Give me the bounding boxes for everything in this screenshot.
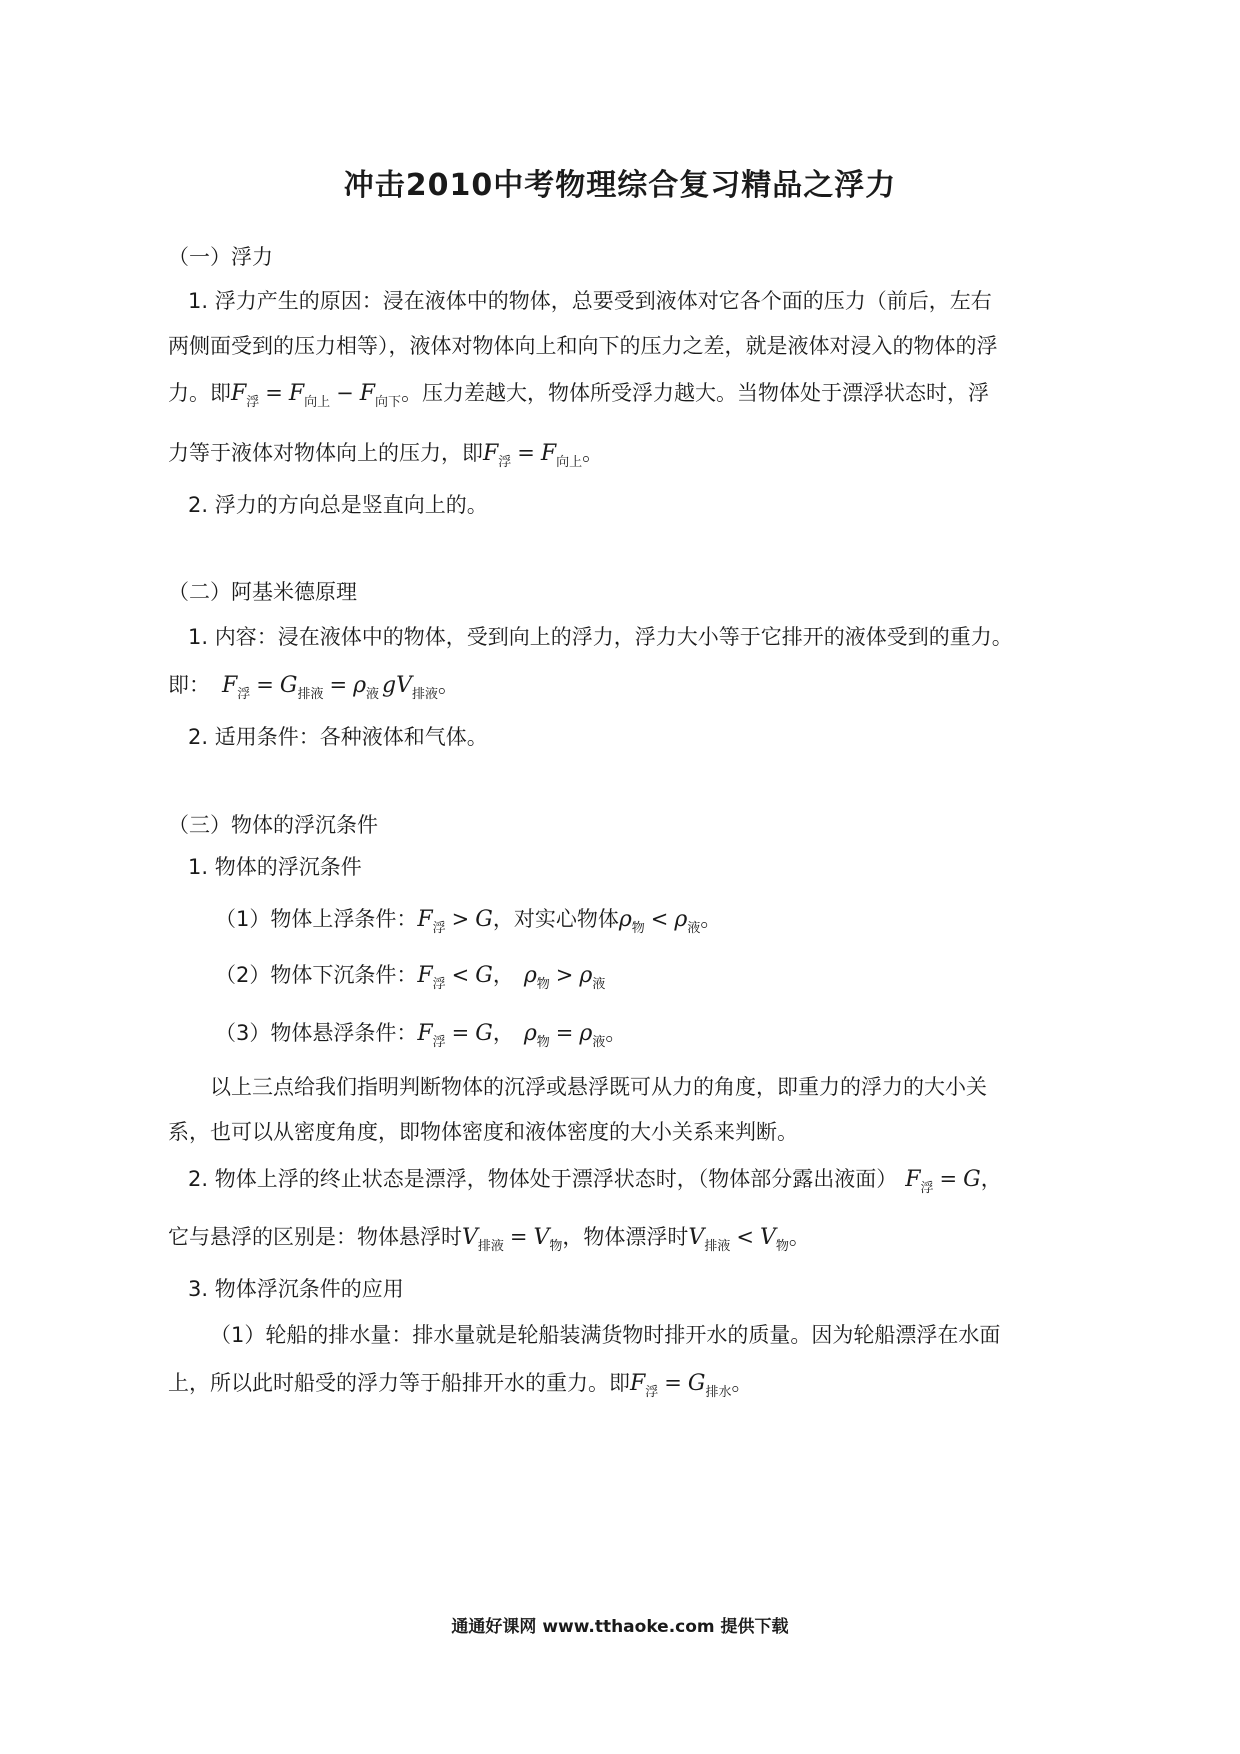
- text-span: 。: [788, 1225, 810, 1249]
- math-subscript: 物: [631, 921, 645, 936]
- math-symbol: ρ: [523, 963, 537, 988]
- formula-suspend-density: [514, 1021, 606, 1050]
- math-symbol: V: [688, 1225, 705, 1250]
- math-operator: −: [336, 381, 354, 405]
- paragraph-line: 1. 内容：浸在液体中的物体，受到向上的浮力，浮力大小等于它排开的液体受到的重力。: [188, 625, 1013, 649]
- paragraph-line: 1. 浮力产生的原因：浸在液体中的物体，总要受到液体对它各个面的压力（前后，左右: [188, 289, 992, 313]
- math-operator: =: [509, 1225, 528, 1249]
- math-symbol: F: [417, 963, 433, 988]
- math-symbol: F: [359, 381, 376, 406]
- formula-buoyancy-pressure-difference: [231, 381, 402, 410]
- formula-archimedes: [210, 673, 439, 702]
- math-symbol: ρ: [353, 673, 367, 698]
- formula-floating-upward-pressure: [483, 441, 583, 470]
- text-span: ，物体漂浮时: [562, 1225, 689, 1249]
- text-span: 。压力差越大，物体所受浮力越大。当物体处于漂浮状态时，浮: [401, 381, 990, 405]
- condition-suspend: [215, 1018, 626, 1058]
- page-title: 冲击2010中考物理综合复习精品之浮力: [343, 168, 897, 203]
- math-subscript: 浮: [920, 1181, 934, 1196]
- text-span: 2. 物体上浮的终止状态是漂浮，物体处于漂浮状态时，（物体部分露出液面）: [188, 1167, 898, 1191]
- math-subscript: 浮: [237, 687, 251, 702]
- math-symbol: F: [417, 1021, 433, 1046]
- paragraph-line: [168, 378, 989, 418]
- math-subscript: 向下: [375, 395, 402, 410]
- condition-rise: [215, 904, 721, 944]
- paragraph-line: [168, 1368, 752, 1408]
- math-symbol: ρ: [579, 1021, 593, 1046]
- text-span: 。: [700, 907, 722, 931]
- math-subscript: 排液: [297, 687, 324, 702]
- math-symbol: V: [462, 1225, 478, 1250]
- math-symbol: F: [483, 441, 499, 466]
- math-operator: =: [329, 673, 348, 697]
- page-footer: 通通好课网 www.tthaoke.com 提供下载: [451, 1617, 789, 1637]
- text-span: 。: [438, 673, 460, 697]
- math-operator: >: [451, 907, 470, 931]
- text-span: ，对实心物体: [492, 907, 619, 931]
- math-subscript: 液: [592, 1035, 606, 1050]
- math-subscript: 浮: [432, 977, 446, 992]
- math-symbol: V: [759, 1225, 776, 1250]
- math-operator: =: [451, 1021, 470, 1045]
- math-symbol: F: [288, 381, 305, 406]
- paragraph-line: （1）轮船的排水量：排水量就是轮船装满货物时排开水的质量。因为轮船漂浮在水面: [210, 1323, 1001, 1347]
- math-symbol: F: [540, 441, 557, 466]
- math-symbol: G: [687, 1371, 706, 1396]
- formula-float-force: [897, 1167, 981, 1196]
- paragraph-line: [168, 670, 459, 710]
- paragraph-line: 两侧面受到的压力相等），液体对物体向上和向下的压力之差，就是液体对浸入的物体的浮: [168, 334, 998, 358]
- math-symbol: F: [905, 1167, 921, 1192]
- paragraph-line: [168, 438, 603, 478]
- math-subscript: 物: [536, 977, 550, 992]
- text-span: 。: [605, 1021, 627, 1045]
- formula-rise-density: [618, 907, 701, 936]
- math-subscript: 液: [687, 921, 701, 936]
- math-operator: <: [736, 1225, 754, 1249]
- math-operator: <: [451, 963, 470, 987]
- paragraph-line: 3. 物体浮沉条件的应用: [188, 1277, 404, 1301]
- math-subscript: 物: [549, 1239, 563, 1254]
- math-subscript: 排液: [477, 1239, 504, 1254]
- math-symbol: ρ: [674, 907, 688, 932]
- formula-suspend-volume: [462, 1225, 563, 1254]
- math-subscript: 浮: [498, 455, 512, 470]
- formula-sink-force: [417, 963, 493, 992]
- math-symbol: F: [630, 1371, 646, 1396]
- text-span: 上，所以此时船受的浮力等于船排开水的重力。即: [168, 1371, 630, 1395]
- formula-suspend-force: [417, 1021, 493, 1050]
- formula-rise-force: [417, 907, 493, 936]
- math-operator: <: [650, 907, 669, 931]
- math-symbol: ρ: [523, 1021, 537, 1046]
- paragraph-line: 2. 适用条件：各种液体和气体。: [188, 725, 488, 749]
- formula-ship-displacement: [630, 1371, 732, 1400]
- math-symbol: ρ: [579, 963, 593, 988]
- math-symbol: G: [279, 673, 298, 698]
- text-span: ，: [980, 1167, 1002, 1191]
- math-operator: =: [256, 673, 274, 697]
- math-operator: =: [517, 441, 535, 465]
- text-span: 力。即: [168, 381, 231, 405]
- text-span: （3）物体悬浮条件：: [215, 1021, 418, 1045]
- math-subscript: 排水: [705, 1385, 732, 1400]
- text-span: ，: [492, 963, 514, 987]
- math-subscript: 浮: [246, 395, 260, 410]
- text-span: 它与悬浮的区别是：物体悬浮时: [168, 1225, 462, 1249]
- section-heading-sink-float: （三）物体的浮沉条件: [168, 813, 378, 837]
- math-subscript: 排液: [704, 1239, 731, 1254]
- formula-sink-density: [514, 963, 606, 992]
- math-operator: =: [939, 1167, 958, 1191]
- math-operator: >: [555, 963, 574, 987]
- text-span: （2）物体下沉条件：: [215, 963, 418, 987]
- math-subscript: 浮: [645, 1385, 659, 1400]
- formula-float-volume: [688, 1225, 789, 1254]
- math-subscript: 物: [536, 1035, 550, 1050]
- text-span: 。: [582, 441, 604, 465]
- text-span: 即：: [168, 673, 210, 697]
- text-span: 力等于液体对物体向上的压力，即: [168, 441, 483, 465]
- math-subscript: 浮: [432, 921, 446, 936]
- text-span: （1）物体上浮条件：: [215, 907, 418, 931]
- paragraph-line: [168, 1222, 810, 1262]
- paragraph-line: 以上三点给我们指明判断物体的沉浮或悬浮既可从力的角度，即重力的浮力的大小关: [210, 1075, 987, 1099]
- paragraph-line: 2. 浮力的方向总是竖直向上的。: [188, 493, 488, 517]
- math-subscript: 物: [775, 1239, 789, 1254]
- math-symbol: ρ: [618, 907, 632, 932]
- math-subscript: 浮: [432, 1035, 446, 1050]
- math-subscript: 向上: [556, 455, 583, 470]
- text-span: 。: [731, 1371, 753, 1395]
- text-span: ，: [492, 1021, 514, 1045]
- paragraph-line: 系，也可以从密度角度，即物体密度和液体密度的大小关系来判断。: [168, 1120, 798, 1144]
- math-symbol: V: [396, 673, 413, 698]
- paragraph-line: 1. 物体的浮沉条件: [188, 855, 362, 879]
- math-symbol: G: [475, 1021, 493, 1046]
- math-subscript: 向上: [304, 395, 331, 410]
- math-symbol: G: [475, 907, 493, 932]
- math-subscript: 液: [366, 687, 380, 702]
- condition-sink: [215, 960, 605, 1000]
- math-operator: =: [265, 381, 283, 405]
- math-operator: =: [664, 1371, 682, 1395]
- math-symbol: g: [382, 673, 397, 698]
- math-operator: =: [555, 1021, 574, 1045]
- math-subscript: 排液: [412, 687, 439, 702]
- math-symbol: G: [963, 1167, 981, 1192]
- math-symbol: F: [231, 381, 247, 406]
- section-heading-archimedes: （二）阿基米德原理: [168, 580, 357, 604]
- section-heading-buoyancy: （一）浮力: [168, 245, 273, 269]
- paragraph-line: [188, 1164, 1002, 1204]
- math-symbol: V: [533, 1225, 550, 1250]
- math-symbol: G: [475, 963, 493, 988]
- math-subscript: 液: [592, 977, 606, 992]
- math-symbol: F: [417, 907, 433, 932]
- math-symbol: F: [222, 673, 238, 698]
